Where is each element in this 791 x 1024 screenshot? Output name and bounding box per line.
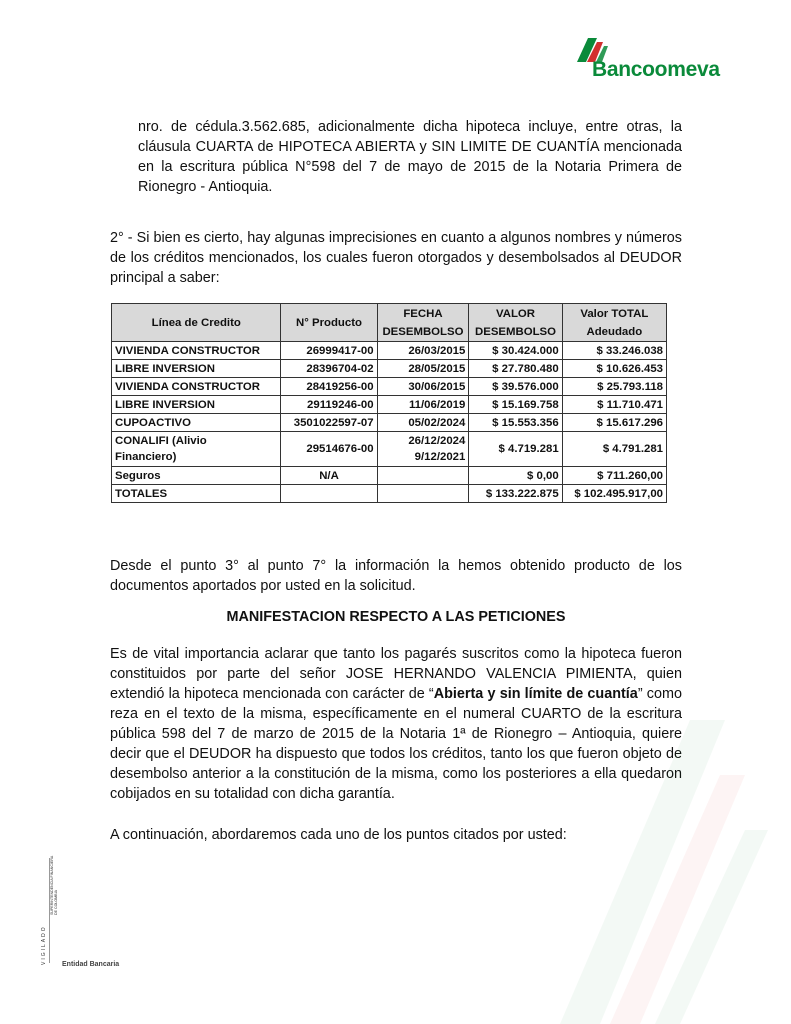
cell-producto: N/A xyxy=(281,467,377,485)
cell-linea: VIVIENDA CONSTRUCTOR xyxy=(112,378,281,396)
cell-fecha: 28/05/2015 xyxy=(377,360,469,378)
cell-valor: $ 15.553.356 xyxy=(469,414,562,432)
cell-fecha: 11/06/2019 xyxy=(377,396,469,414)
paragraph-cedula xyxy=(138,117,682,197)
section-heading: MANIFESTACION RESPECTO A LAS PETICIONES xyxy=(226,609,566,625)
paragraph-text: Es de vital importancia aclarar que tanto los pagarés suscritos como la hipoteca fueron constituidos por parte del señor JOSE HERNANDO VALENCIA PIMIENTA, quien extendió la hipoteca mencionada con carácter de “Abierta y sin límite de cuantía” como reza en el texto de la misma, específicamente en el numeral CUARTO de la escritura pública 598 del 7 de marzo de 2015 de la Notaria 1ª de Rionegro – Antioquia, quiere decir que el DEUDOR ha dispuesto que todos los créditos, tanto los que fueron objeto de desembolso anterior a la constitución de la misma, como los posteriores a ella quedaron cobijados en su totalidad con dicha garantía. xyxy=(110,646,682,802)
col-linea-header: Línea de Credito xyxy=(112,304,281,342)
watermark-logo-icon xyxy=(540,680,791,1024)
credits-table xyxy=(111,303,667,503)
cell-linea: CONALIFI (Alivio Financiero) xyxy=(112,432,281,467)
entidad-bancaria-label: Entidad Bancaria xyxy=(62,961,120,968)
cell-fecha: 26/03/2015 xyxy=(377,342,469,360)
bancoomeva-logo xyxy=(573,34,738,84)
cell-totales-label: TOTALES xyxy=(112,485,281,503)
cell-totales-valor: $ 133.222.875 xyxy=(469,485,562,503)
cell-fecha: 30/06/2015 xyxy=(377,378,469,396)
paragraph-text: 2° - Si bien es cierto, hay algunas imprecisiones en cuanto a algunos nombres y números de los créditos mencionados, los cuales fueron otorgados y desembolsados al DEUDOR principal a saber: xyxy=(110,230,682,286)
table-row xyxy=(112,467,667,485)
cell-total: $ 33.246.038 xyxy=(562,342,666,360)
paragraph-imprecisiones xyxy=(110,228,682,288)
table-row xyxy=(112,396,667,414)
paragraph-text: Desde el punto 3° al punto 7° la información la hemos obtenido producto de los documentos aportados por usted en la solicitud. xyxy=(110,558,682,594)
cell-linea: Seguros xyxy=(112,467,281,485)
cell-fecha xyxy=(377,467,469,485)
cell-empty xyxy=(281,485,377,503)
cell-valor: $ 0,00 xyxy=(469,467,562,485)
cell-total: $ 4.791.281 xyxy=(562,432,666,467)
cell-valor: $ 30.424.000 xyxy=(469,342,562,360)
cell-linea: VIVIENDA CONSTRUCTOR xyxy=(112,342,281,360)
table-row xyxy=(112,378,667,396)
bold-phrase: Abierta y sin límite de cuantía xyxy=(433,686,638,702)
cell-producto: 28419256-00 xyxy=(281,378,377,396)
cell-total: $ 25.793.118 xyxy=(562,378,666,396)
col-total-header: Valor TOTAL Adeudado xyxy=(562,304,666,342)
cell-fecha: 26/12/2024 9/12/2021 xyxy=(377,432,469,467)
cell-total: $ 15.617.296 xyxy=(562,414,666,432)
cell-valor: $ 15.169.758 xyxy=(469,396,562,414)
cell-empty xyxy=(377,485,469,503)
vigilado-label: VIGILADO xyxy=(41,925,47,965)
table-totals-row xyxy=(112,485,667,503)
cell-producto: 29514676-00 xyxy=(281,432,377,467)
col-valor-header: VALOR DESEMBOLSO xyxy=(469,304,562,342)
table-row xyxy=(112,432,667,467)
table-row xyxy=(112,342,667,360)
paragraph-text: nro. de cédula.3.562.685, adicionalmente dicha hipoteca incluye, entre otras, la cláusula CUARTA de HIPOTECA ABIERTA y SIN LIMITE DE CUANTÍA mencionada en la escritura pública N°598 del 7 de mayo de 2015 de la Notaria Primera de Rionegro - Antioquia. xyxy=(138,119,682,195)
cell-producto: 26999417-00 xyxy=(281,342,377,360)
logo-text: Bancoomeva xyxy=(592,58,720,81)
cell-valor: $ 27.780.480 xyxy=(469,360,562,378)
paragraph-puntos xyxy=(110,556,682,596)
cell-linea: LIBRE INVERSION xyxy=(112,396,281,414)
cell-producto: 29119246-00 xyxy=(281,396,377,414)
col-fecha-header: FECHA DESEMBOLSO xyxy=(377,304,469,342)
cell-producto: 28396704-02 xyxy=(281,360,377,378)
cell-fecha: 05/02/2024 xyxy=(377,414,469,432)
cell-totales-total: $ 102.495.917,00 xyxy=(562,485,666,503)
table-row xyxy=(112,414,667,432)
table-header-row xyxy=(112,304,667,342)
paragraph-text: A continuación, abordaremos cada uno de los puntos citados por usted: xyxy=(110,827,567,843)
cell-total: $ 10.626.453 xyxy=(562,360,666,378)
col-producto-header: N° Producto xyxy=(281,304,377,342)
cell-producto: 3501022597-07 xyxy=(281,414,377,432)
cell-total: $ 11.710.471 xyxy=(562,396,666,414)
cell-linea: CUPOACTIVO xyxy=(112,414,281,432)
cell-valor: $ 39.576.000 xyxy=(469,378,562,396)
superintendencia-label: SUPERINTENDENCIA FINANCIERA DE COLOMBIA xyxy=(50,855,58,915)
cell-linea: LIBRE INVERSION xyxy=(112,360,281,378)
cell-total: $ 711.260,00 xyxy=(562,467,666,485)
table-row xyxy=(112,360,667,378)
cell-valor: $ 4.719.281 xyxy=(469,432,562,467)
